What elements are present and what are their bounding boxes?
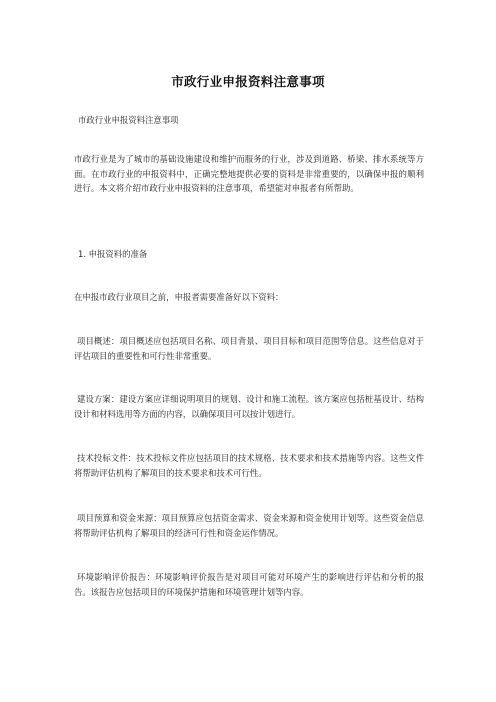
section-lead-paragraph: 在申报市政行业项目之前，申报者需要准备好以下资料： (74, 292, 284, 302)
list-item-project-overview: 项目概述：项目概述应包括项目名称、项目背景、项目目标和项目范围等信息。这些信息对于评估项目的重要性和可行性非常重要。 (74, 336, 424, 361)
section-heading: 1. 申报资料的准备 (78, 249, 148, 259)
list-item-technical-bid: 技术投标文件：技术投标文件应包括项目的技术规格、技术要求和技术措施等内容。这些文件将帮助评估机构了解项目的技术要求和技术可行性。 (74, 453, 424, 478)
list-item-construction-plan: 建设方案：建设方案应详细说明项目的规划、设计和施工流程。该方案应包括桩基设计、结构设计和材料选用等方面的内容，以确保项目可以按计划进行。 (74, 394, 424, 419)
list-item-environmental-report: 环境影响评价报告：环境影响评价报告是对项目可能对环境产生的影响进行评估和分析的报告。该报告应包括项目的环境保护措施和环境管理计划等内容。 (74, 572, 424, 597)
intro-paragraph: 市政行业是为了城市的基础设施建设和维护而服务的行业，涉及到道路、桥梁、排水系统等方面。在市政行业的申报资料中，正确完整地提供必要的资料是非常重要的，以确保申报的顺利进行。本文将介绍市政行业申报资料的注意事项，希望能对申报者有所帮助。 (74, 154, 424, 193)
document-subtitle: 市政行业申报资料注意事项 (78, 115, 179, 125)
document-title: 市政行业申报资料注意事项 (171, 74, 325, 89)
list-item-budget-funding: 项目预算和资金来源：项目预算应包括资金需求、资金来源和资金使用计划等。这些资金信息将帮助评估机构了解项目的经济可行性和资金运作情况。 (74, 513, 424, 538)
